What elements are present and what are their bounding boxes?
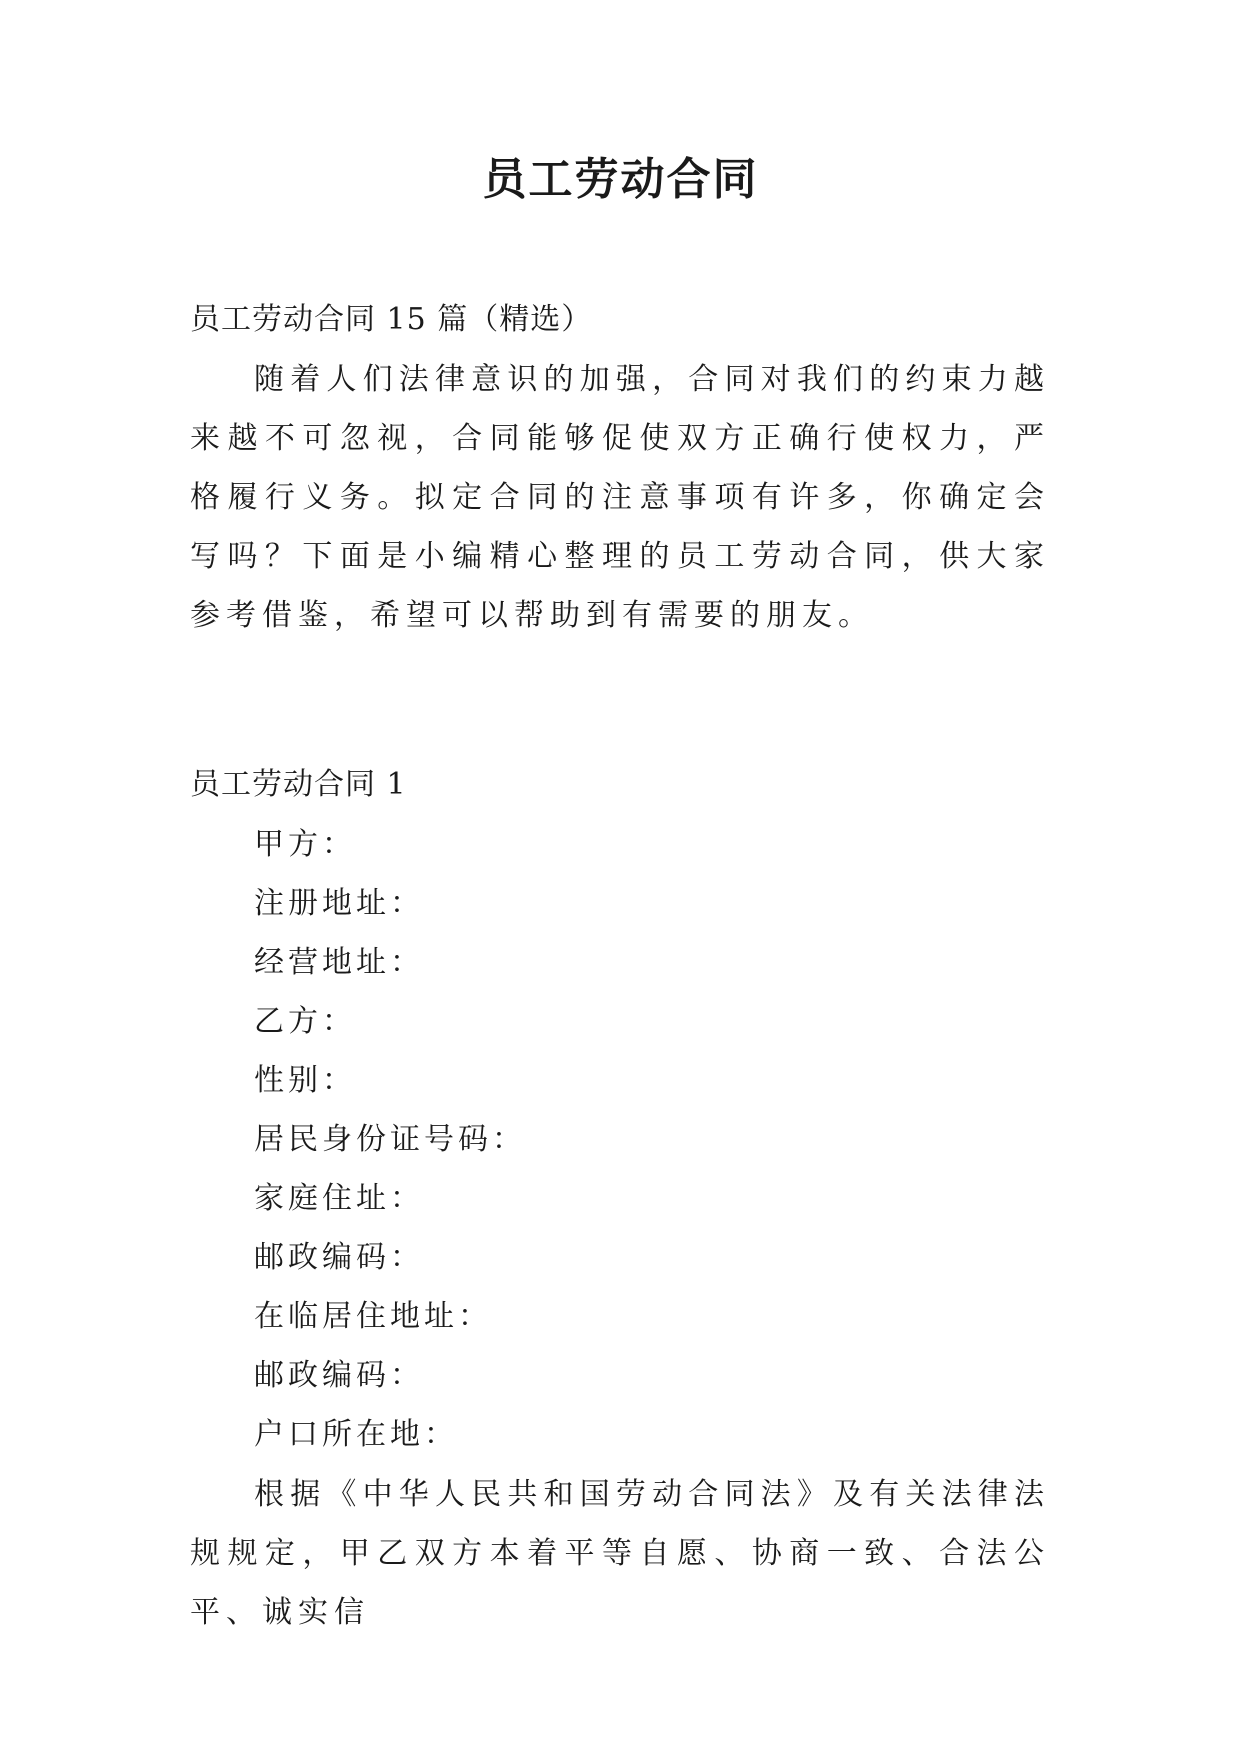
document-title: 员工劳动合同: [482, 154, 759, 205]
document-subtitle: 员工劳动合同 15 篇（精选）: [190, 302, 593, 337]
field-gender: 性别：: [254, 1063, 356, 1098]
field-postal-code: 邮政编码：: [254, 1240, 424, 1275]
field-temporary-address: 在临居住地址：: [254, 1299, 492, 1334]
field-household-registration: 户口所在地：: [254, 1417, 458, 1452]
closing-paragraph: 根据《中华人民共和国劳动合同法》及有关法律法规规定，甲乙双方本着平等自愿、协商一致、合法公平、诚实信: [190, 1477, 1050, 1630]
field-party-a: 甲方：: [254, 827, 356, 862]
field-party-b: 乙方：: [254, 1004, 356, 1039]
contract-field-list: [190, 815, 1050, 1464]
field-registered-address: 注册地址：: [254, 886, 424, 921]
intro-paragraph: 随着人们法律意识的加强，合同对我们的约束力越来越不可忽视，合同能够促使双方正确行使权力，严格履行义务。拟定合同的注意事项有许多，你确定会写吗？下面是小编精心整理的员工劳动合同，供大家参考借鉴，希望可以帮助到有需要的朋友。: [190, 362, 1050, 633]
field-business-address: 经营地址：: [254, 945, 424, 980]
section-heading: 员工劳动合同 1: [190, 767, 407, 802]
field-postal-code-2: 邮政编码：: [254, 1358, 424, 1393]
field-id-number: 居民身份证号码：: [254, 1122, 526, 1157]
field-home-address: 家庭住址：: [254, 1181, 424, 1216]
